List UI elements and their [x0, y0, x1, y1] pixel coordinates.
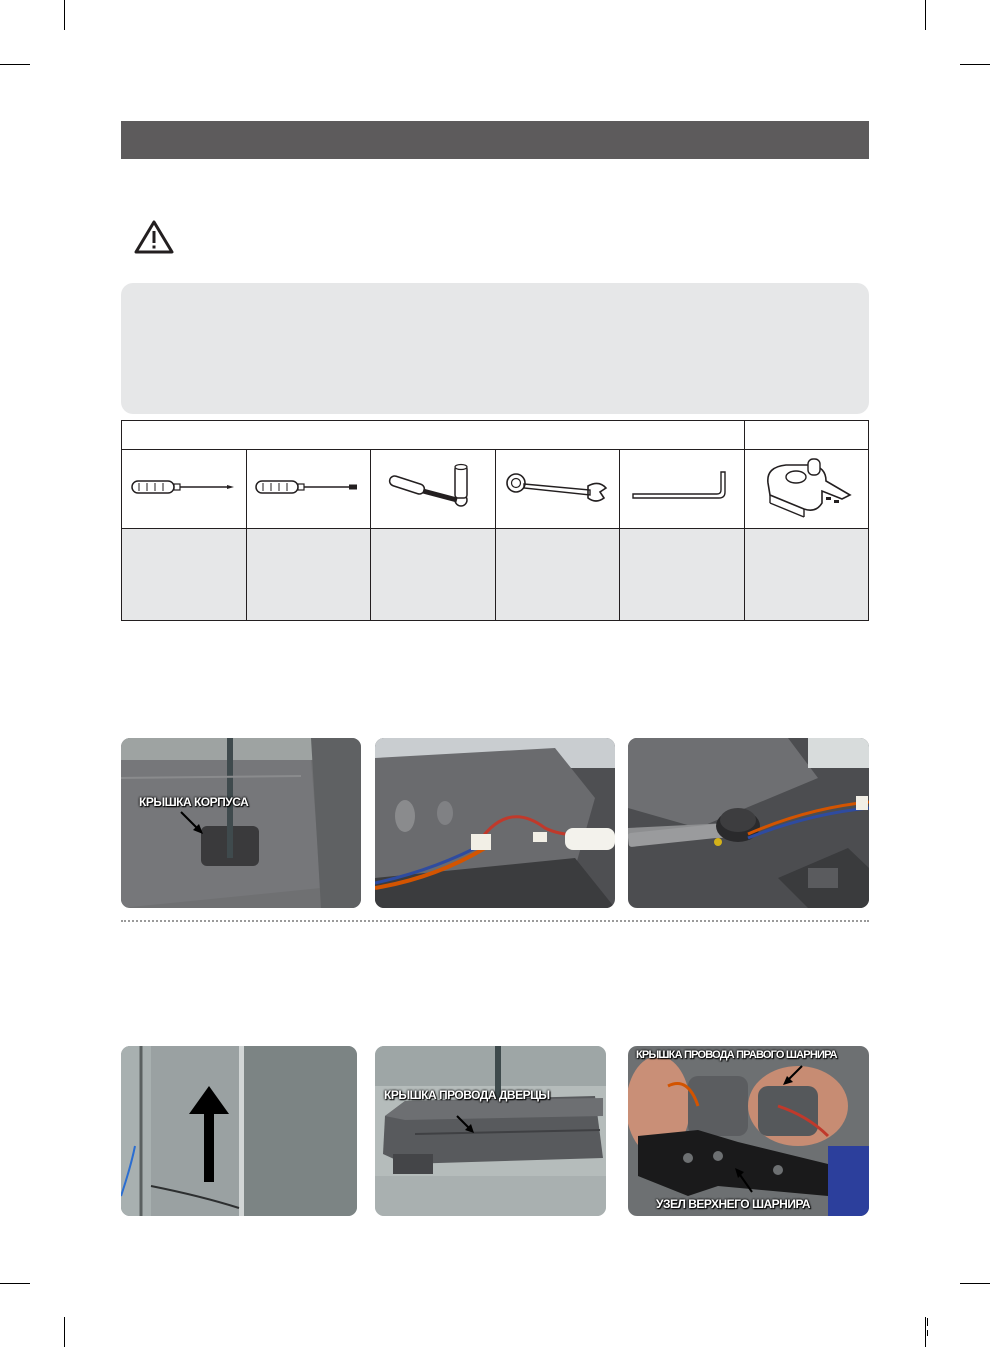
socket-wrench-icon [383, 462, 483, 512]
tool-cell [495, 450, 620, 529]
registration-mark [927, 1318, 928, 1326]
callout-arrow-icon [179, 810, 209, 840]
section-header-bar [121, 121, 869, 159]
warning-icon [133, 219, 175, 255]
registration-mark [927, 1330, 928, 1336]
callout-arrow-icon [732, 1166, 756, 1194]
crop-mark [64, 1317, 65, 1347]
callout-arrow-icon [778, 1064, 806, 1088]
photo-wire-connector [375, 738, 615, 908]
crop-mark [925, 1317, 926, 1347]
crop-mark [925, 0, 926, 30]
part-description-cell [744, 529, 869, 621]
photo-wrench-bolt [628, 738, 869, 908]
callout-door-wire-cover: КРЫШКА ПРОВОДА ДВЕРЦЫ [384, 1088, 550, 1102]
arrow-up-icon [189, 1086, 229, 1182]
tool-cell [371, 450, 496, 529]
parts-header-cell [744, 421, 869, 450]
crop-mark [960, 64, 990, 65]
crop-mark [64, 0, 65, 30]
photo-case-cover [121, 738, 361, 908]
tool-description-cell [371, 529, 496, 621]
hex-key-icon [627, 467, 737, 507]
tool-description-cell [495, 529, 620, 621]
tools-table [121, 420, 869, 621]
crop-mark [0, 1283, 30, 1284]
combination-wrench-icon [502, 470, 612, 504]
callout-arrow-icon [455, 1114, 479, 1138]
photo-lift-door [121, 1046, 357, 1216]
tools-header-cell [122, 421, 745, 450]
info-panel [121, 283, 869, 414]
section-divider [121, 920, 869, 922]
photo-upper-hinge [628, 1046, 869, 1216]
crop-mark [960, 1283, 990, 1284]
hinge-cover-part-icon [756, 455, 856, 519]
tool-description-cell [620, 529, 745, 621]
crop-mark [0, 64, 30, 65]
tool-cell [246, 450, 371, 529]
part-cell [744, 450, 869, 529]
photo-door-wire-cover [375, 1046, 606, 1216]
tool-cell [122, 450, 247, 529]
callout-right-hinge-wire-cover: КРЫШКА ПРОВОДА ПРАВОГО ШАРНИРА [636, 1049, 837, 1061]
tool-cell [620, 450, 745, 529]
tool-description-cell [122, 529, 247, 621]
phillips-screwdriver-icon [129, 475, 239, 499]
flat-screwdriver-icon [253, 475, 363, 499]
tool-description-cell [246, 529, 371, 621]
callout-case-cover: КРЫШКА КОРПУСА [139, 795, 249, 809]
callout-upper-hinge-assembly: УЗЕЛ ВЕРХНЕГО ШАРНИРА [656, 1197, 811, 1211]
